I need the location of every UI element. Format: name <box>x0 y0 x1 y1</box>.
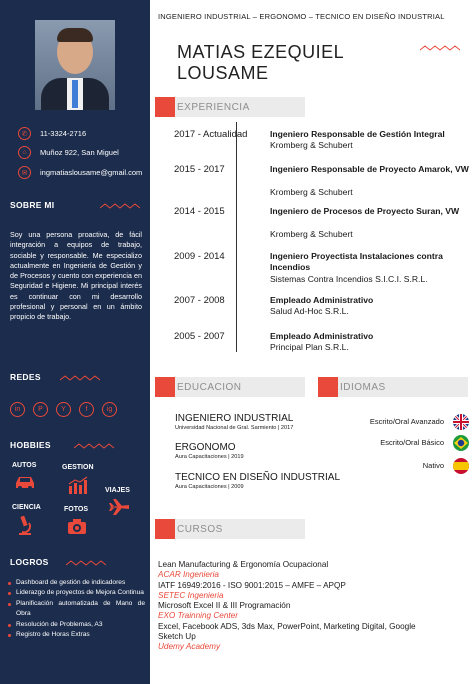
course-name: Microsoft Excel II & III Programación <box>158 601 291 611</box>
home-icon: ⌂ <box>18 146 31 159</box>
spain-flag-icon <box>453 458 469 474</box>
phone-text: 11-3324-2716 <box>40 129 87 138</box>
socials-title: REDES <box>10 372 41 382</box>
education-school: Universidad Nacional de Gral. Sarmiento | 2017 <box>175 425 294 431</box>
language-level: Nativo <box>422 461 444 470</box>
hobby-ciencia-label: CIENCIA <box>12 504 41 511</box>
facebook-icon[interactable]: f <box>79 402 94 417</box>
airplane-icon <box>108 498 130 516</box>
contact-address <box>18 146 119 159</box>
sidebar <box>0 0 150 684</box>
course-org: SETEC Ingenieria <box>158 590 224 600</box>
language-level: Escrito/Oral Avanzado <box>369 417 444 426</box>
logros-title: LOGROS <box>10 557 49 567</box>
experience-header <box>155 97 305 117</box>
list-item: Liderazgo de proyectos de Mejora Continua <box>8 588 145 598</box>
course-name: IATF 16949:2016 - ISO 9001:2015 – AMFE – APQP <box>158 580 346 590</box>
logros-list <box>8 578 145 640</box>
zigzag-decoration <box>420 45 460 51</box>
education-degree: ERGONOMO <box>175 442 236 453</box>
profile-photo <box>35 20 115 110</box>
education-school: Aura Capacitaciones | 2009 <box>175 484 244 490</box>
hobby-gestion-label: GESTION <box>62 464 94 471</box>
phone-icon: ✆ <box>18 127 31 140</box>
zigzag-decoration <box>60 375 100 381</box>
course-org: EXO Trainning Center <box>158 611 238 621</box>
courses-list <box>158 560 438 653</box>
course-org: ACAR Ingenieria <box>158 570 219 580</box>
hobby-autos-label: AUTOS <box>12 462 37 469</box>
education-degree: TECNICO EN DISEÑO INDUSTRIAL <box>175 472 341 483</box>
mail-icon: ✉ <box>18 166 31 179</box>
hobby-viajes-label: VIAJES <box>105 487 130 494</box>
zigzag-decoration <box>100 203 140 209</box>
uk-flag-icon <box>453 414 469 430</box>
contact-email[interactable] <box>18 166 142 179</box>
list-item: Dashboard de gestión de indicadores <box>8 578 145 588</box>
education-degree: INGENIERO INDUSTRIAL <box>175 413 294 424</box>
chart-icon <box>68 476 88 494</box>
education-title: EDUCACION <box>177 382 242 393</box>
list-item: Registro de Horas Extras <box>8 630 145 640</box>
about-title: SOBRE MI <box>10 200 55 210</box>
courses-header <box>155 519 305 539</box>
about-text: Soy una persona proactiva, de fácil integración a equipos de trabajo, sociable y responsable. Me especializo actualmente en Ingeniería de Gestión y de Procesos y cuento con experiencia en Seguridad e Higiene. Mi principal interés es continuar con mi desarrollo profesional y personal en un ámbito propicio de trabajo. <box>10 230 142 322</box>
car-icon <box>14 474 36 490</box>
hobby-fotos-label: FOTOS <box>64 506 88 513</box>
course-name: Lean Manufacturing & Ergonomía Ocupacional <box>158 560 329 569</box>
pinterest-icon[interactable]: P <box>33 402 48 417</box>
course-org: Udemy Academy <box>158 642 221 652</box>
education-school: Aura Capacitaciones | 2019 <box>175 454 244 460</box>
language-level: Escrito/Oral Básico <box>380 438 444 447</box>
zigzag-decoration <box>74 443 114 449</box>
languages-title: IDIOMAS <box>340 382 386 393</box>
twitter-icon[interactable]: Y <box>56 402 71 417</box>
person-name: MATIAS EZEQUIEL LOUSAME <box>177 42 345 83</box>
zigzag-decoration <box>66 560 106 566</box>
course-name: Excel, Facebook ADS, 3ds Max, PowerPoint, Marketing Digital, Google Sketch Up <box>158 621 416 642</box>
list-item: Planificación automatizada de Mano de Obra <box>8 599 145 620</box>
linkedin-icon[interactable]: in <box>10 402 25 417</box>
microscope-icon <box>16 515 34 535</box>
contact-phone[interactable] <box>18 127 86 140</box>
hobbies-title: HOBBIES <box>10 440 51 450</box>
timeline-line <box>236 122 237 352</box>
instagram-icon[interactable]: ig <box>102 402 117 417</box>
education-header <box>155 377 305 397</box>
email-text: ingmatiaslousame@gmail.com <box>40 168 143 177</box>
address-text: Muñoz 922, San Miguel <box>40 148 119 157</box>
languages-header <box>318 377 468 397</box>
social-links <box>10 402 117 417</box>
header-tagline: INGENIERO INDUSTRIAL – ERGONOMO – TECNICO EN DISEÑO INDUSTRIAL <box>158 12 445 21</box>
courses-title: CURSOS <box>177 524 223 535</box>
list-item: Resolución de Problemas, A3 <box>8 620 145 630</box>
brazil-flag-icon <box>453 435 469 451</box>
experience-title: EXPERIENCIA <box>177 102 250 113</box>
camera-icon <box>67 518 87 534</box>
